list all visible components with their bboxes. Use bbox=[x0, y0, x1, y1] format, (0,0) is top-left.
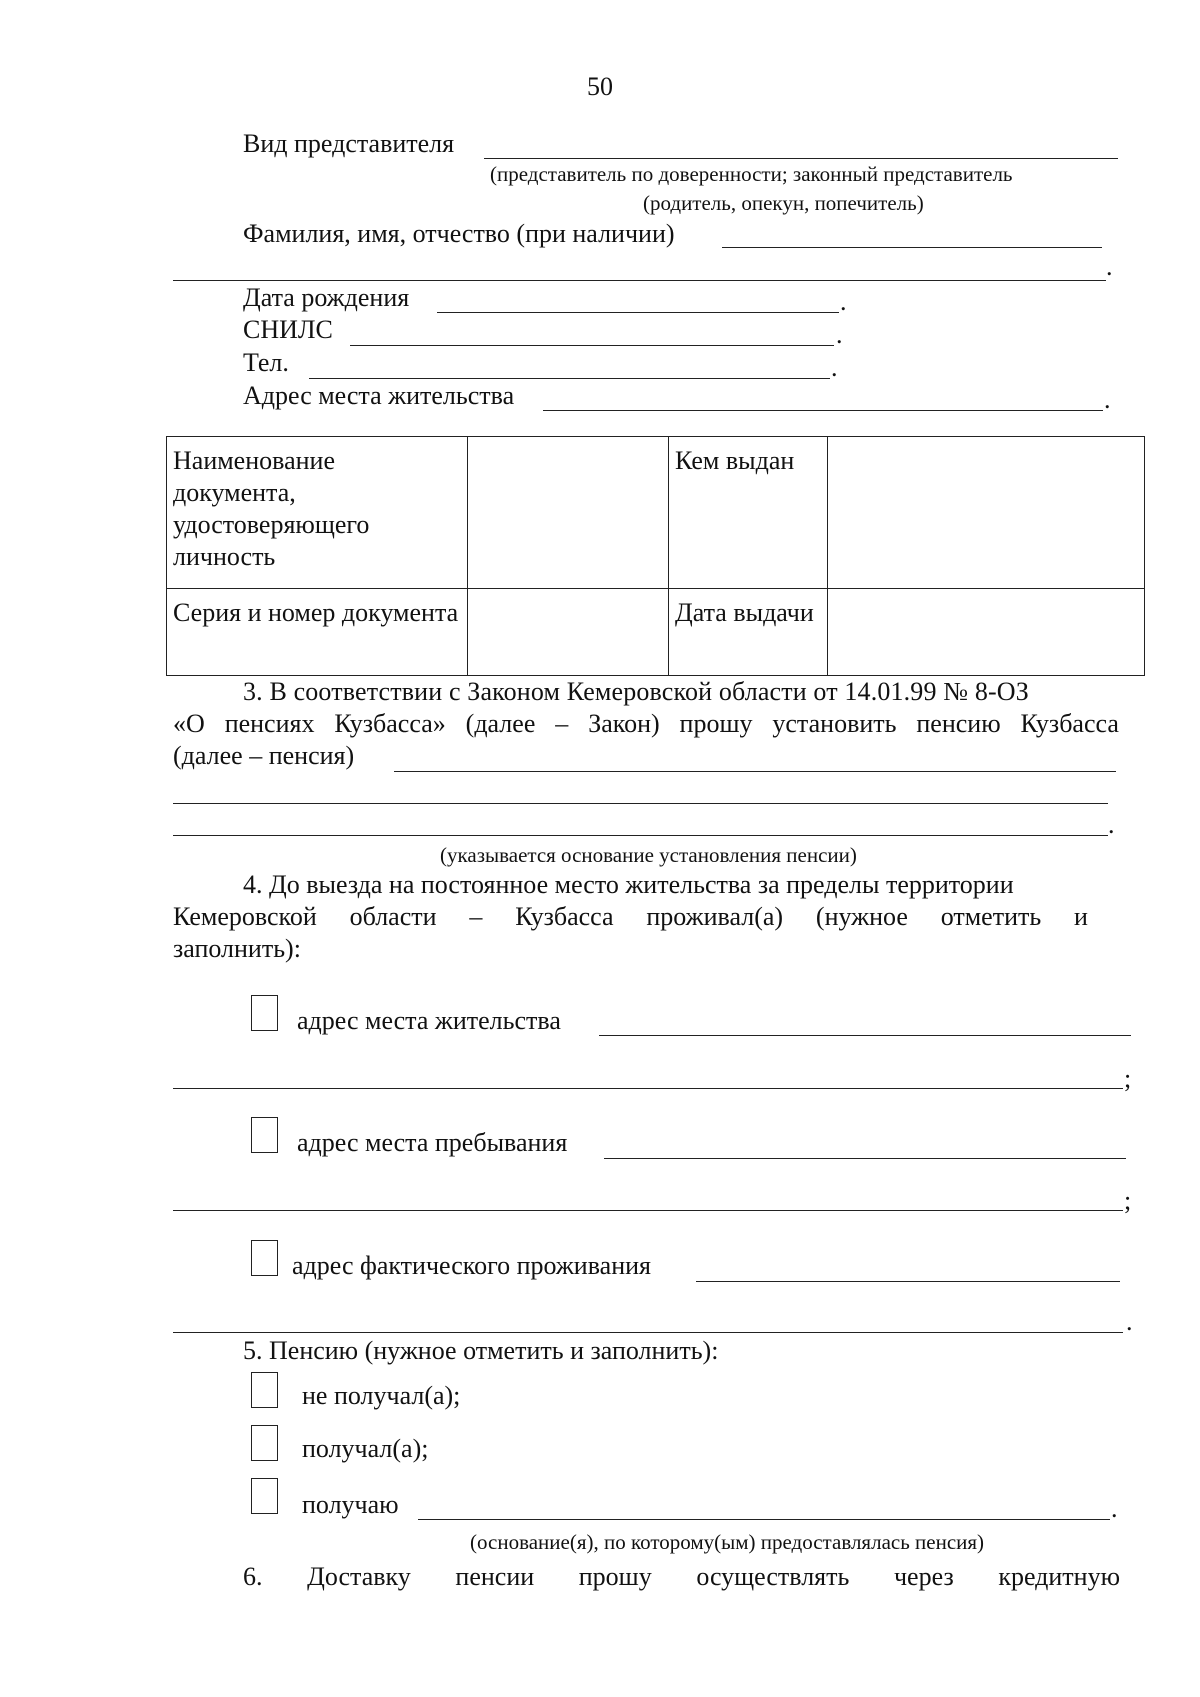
section3-line2 bbox=[173, 709, 1119, 739]
pension-basis-field-2[interactable] bbox=[173, 803, 1108, 804]
birth-date-field[interactable] bbox=[437, 312, 839, 313]
section4-line3: заполнить): bbox=[173, 934, 301, 963]
residence-address-semicolon: ; bbox=[1124, 1064, 1132, 1093]
section3-word: Кузбасса» bbox=[334, 709, 446, 738]
issued-by-label: Кем выдан bbox=[669, 437, 828, 589]
actual-address-label: адрес фактического проживания bbox=[292, 1251, 651, 1280]
representative-kind-hint-1: (представитель по доверенности; законный представитель bbox=[490, 162, 1013, 186]
address-period: . bbox=[1104, 385, 1111, 414]
stay-address-label: адрес места пребывания bbox=[297, 1128, 568, 1157]
pension-basis-hint: (указывается основание установления пенсии) bbox=[440, 843, 857, 867]
section3-word: прошу bbox=[679, 709, 753, 738]
residence-address-checkbox[interactable] bbox=[251, 995, 278, 1031]
stay-address-field-2[interactable] bbox=[173, 1210, 1123, 1211]
residence-address-field[interactable] bbox=[599, 1035, 1131, 1036]
stay-address-semicolon: ; bbox=[1124, 1186, 1132, 1215]
section3-line1: 3. В соответствии с Законом Кемеровской области от 14.01.99 № 8-ОЗ bbox=[243, 677, 1029, 706]
fio-field[interactable] bbox=[722, 247, 1102, 248]
receiving-basis-hint: (основание(я), по которому(ым) предоставлялась пенсия) bbox=[470, 1530, 985, 1554]
section6-word: через bbox=[893, 1562, 954, 1591]
section3-word: – bbox=[555, 709, 569, 738]
section4-word: и bbox=[1074, 902, 1088, 931]
actual-address-period: . bbox=[1126, 1307, 1133, 1336]
snils-field[interactable] bbox=[350, 345, 834, 346]
received-label: получал(а); bbox=[302, 1434, 429, 1463]
section3-line3: (далее – пенсия) bbox=[173, 741, 355, 770]
snils-period: . bbox=[836, 320, 843, 349]
receiving-basis-field[interactable] bbox=[418, 1519, 1110, 1520]
section3-word: установить bbox=[772, 709, 897, 738]
receiving-basis-period: . bbox=[1111, 1494, 1118, 1523]
representative-kind-label: Вид представителя bbox=[243, 129, 455, 158]
birth-date-period: . bbox=[840, 287, 847, 316]
phone-field[interactable] bbox=[309, 378, 830, 379]
not-received-label: не получал(а); bbox=[302, 1381, 461, 1410]
series-number-label: Серия и номер документа bbox=[167, 589, 468, 676]
received-checkbox[interactable] bbox=[251, 1425, 278, 1461]
stay-address-field[interactable] bbox=[604, 1158, 1126, 1159]
section4-word: Кузбасса bbox=[515, 902, 614, 931]
phone-label: Тел. bbox=[243, 348, 289, 377]
receiving-checkbox[interactable] bbox=[251, 1478, 278, 1514]
actual-address-checkbox[interactable] bbox=[251, 1240, 278, 1276]
address-field[interactable] bbox=[543, 410, 1103, 411]
section4-word: – bbox=[469, 902, 483, 931]
actual-address-field[interactable] bbox=[696, 1281, 1120, 1282]
section6-line1 bbox=[243, 1562, 1120, 1592]
receiving-label: получаю bbox=[302, 1490, 399, 1519]
fio-field-continued[interactable] bbox=[173, 280, 1106, 281]
section6-word: осуществлять bbox=[696, 1562, 850, 1591]
pension-basis-period: . bbox=[1108, 810, 1115, 839]
birth-date-label: Дата рождения bbox=[243, 283, 410, 312]
id-document-table bbox=[166, 436, 1145, 676]
section3-word: Закон) bbox=[588, 709, 660, 738]
doc-name-value[interactable] bbox=[468, 437, 669, 589]
section6-word: 6. bbox=[243, 1562, 263, 1591]
address-label: Адрес места жительства bbox=[243, 381, 515, 410]
section4-line1: 4. До выезда на постоянное место жительства за пределы территории bbox=[243, 870, 1014, 899]
fio-period: . bbox=[1106, 252, 1113, 281]
section6-word: прошу bbox=[578, 1562, 652, 1591]
section3-word: пенсиях bbox=[224, 709, 315, 738]
actual-address-field-2[interactable] bbox=[173, 1332, 1123, 1333]
section3-word: «О bbox=[173, 709, 205, 738]
issue-date-value[interactable] bbox=[828, 589, 1145, 676]
not-received-checkbox[interactable] bbox=[251, 1372, 278, 1408]
pension-basis-field[interactable] bbox=[394, 771, 1116, 772]
representative-kind-field[interactable] bbox=[484, 158, 1118, 159]
series-number-value[interactable] bbox=[468, 589, 669, 676]
residence-address-field-2[interactable] bbox=[173, 1088, 1123, 1089]
pension-basis-field-3[interactable] bbox=[173, 835, 1108, 836]
residence-address-label: адрес места жительства bbox=[297, 1006, 561, 1035]
section4-word: Кемеровской bbox=[173, 902, 317, 931]
section4-word: отметить bbox=[940, 902, 1042, 931]
section6-word: пенсии bbox=[455, 1562, 535, 1591]
issue-date-label: Дата выдачи bbox=[669, 589, 828, 676]
stay-address-checkbox[interactable] bbox=[251, 1117, 278, 1153]
section6-word: кредитную bbox=[998, 1562, 1120, 1591]
fio-label: Фамилия, имя, отчество (при наличии) bbox=[243, 219, 675, 248]
section3-word: Кузбасса bbox=[1020, 709, 1119, 738]
section4-line2 bbox=[173, 902, 1088, 932]
section4-word: области bbox=[349, 902, 437, 931]
section3-word: пенсию bbox=[916, 709, 1001, 738]
issued-by-value[interactable] bbox=[828, 437, 1145, 589]
page-number: 50 bbox=[587, 72, 613, 101]
phone-period: . bbox=[831, 353, 838, 382]
section4-word: (нужное bbox=[815, 902, 908, 931]
snils-label: СНИЛС bbox=[243, 315, 333, 344]
section5-title: 5. Пенсию (нужное отметить и заполнить): bbox=[243, 1336, 719, 1365]
section4-word: проживал(а) bbox=[646, 902, 784, 931]
representative-kind-hint-2: (родитель, опекун, попечитель) bbox=[643, 191, 924, 215]
section3-word: (далее bbox=[465, 709, 536, 738]
section6-word: Доставку bbox=[307, 1562, 411, 1591]
doc-name-label: Наименование документа, удостоверяющего личность bbox=[167, 437, 468, 589]
